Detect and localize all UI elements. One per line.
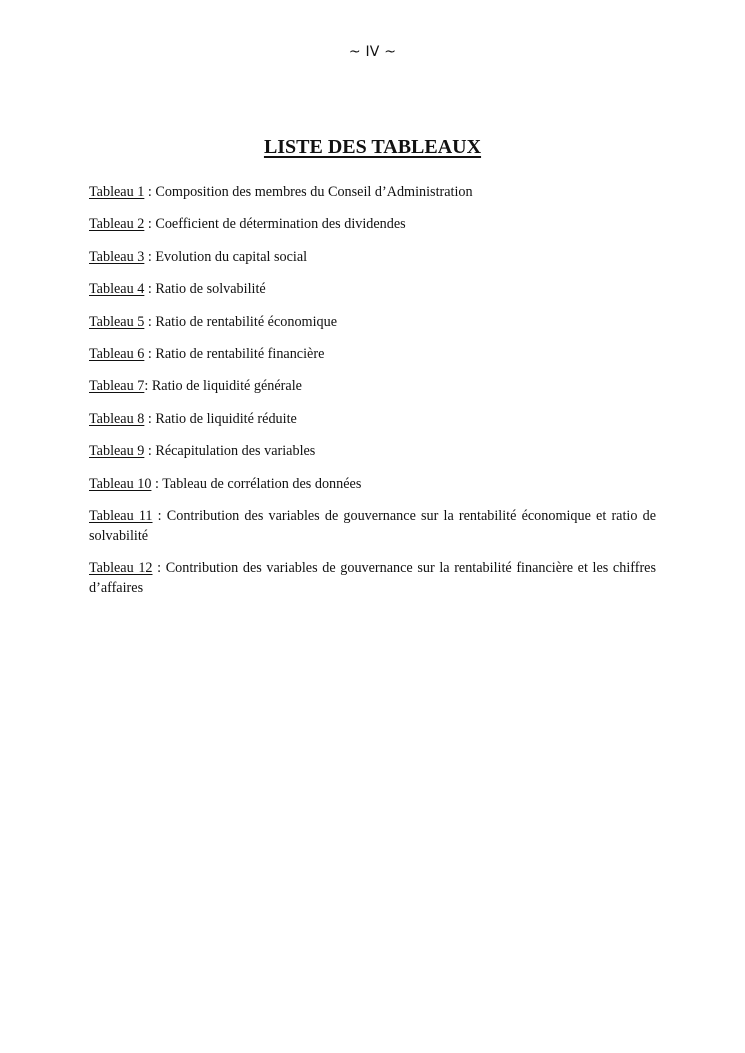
tableau-4-link[interactable]: Tableau 4 [89,281,145,298]
list-item-tableau-5 [89,312,656,332]
tableau-8-caption: : Ratio de liquidité réduite [144,410,297,427]
page-title: LISTE DES TABLEAUX [263,136,482,158]
tableau-1-link[interactable]: Tableau 1 [89,184,145,200]
tableau-12-link[interactable]: Tableau 12 [89,560,153,577]
list-item-tableau-9 [89,441,656,461]
tableau-3-link[interactable]: Tableau 3 [89,248,145,265]
tableau-9-link[interactable]: Tableau 9 [89,443,145,460]
tableau-12-caption: : Contribution des variables de gouvernance sur la rentabilité financière et les chiffres d’affaires [89,560,656,597]
tableau-3-caption: : Evolution du capital social [144,248,308,265]
tableau-5-link[interactable]: Tableau 5 [89,313,145,330]
tableau-9-caption: : Récapitulation des variables [144,443,316,460]
list-item-tableau-7 [89,376,656,396]
tableau-2-link[interactable]: Tableau 2 [89,216,145,233]
tableau-7-caption: : Ratio de liquidité générale [144,378,302,395]
list-item-tableau-6 [89,344,656,364]
tableau-11-caption: : Contribution des variables de gouvernance sur la rentabilité économique et ratio de solvabilité [89,507,656,544]
table-list [89,182,656,611]
tableau-10-caption: : Tableau de corrélation des données [151,475,362,492]
tableau-8-link[interactable]: Tableau 8 [89,410,145,427]
tableau-11-link[interactable]: Tableau 11 [89,507,153,524]
list-item-tableau-12 [89,558,656,598]
list-item-tableau-8 [89,409,656,429]
list-item-tableau-4 [89,279,656,299]
tableau-2-caption: : Coefficient de détermination des dividendes [144,216,406,233]
list-item-tableau-11 [89,506,656,546]
list-item-tableau-10 [89,474,656,494]
tableau-4-caption: : Ratio de solvabilité [144,281,266,298]
tableau-7-link[interactable]: Tableau 7 [89,378,145,395]
tableau-1-caption: : Composition des membres du Conseil d’Administration [144,184,473,200]
list-item-tableau-2 [89,214,656,234]
page-number: ~ IV ~ [348,44,397,60]
tableau-10-link[interactable]: Tableau 10 [89,475,152,492]
tableau-6-link[interactable]: Tableau 6 [89,345,145,362]
list-item-tableau-1 [89,182,656,202]
list-item-tableau-3 [89,247,656,267]
tableau-6-caption: : Ratio de rentabilité financière [144,345,325,362]
tableau-5-caption: : Ratio de rentabilité économique [144,313,337,330]
